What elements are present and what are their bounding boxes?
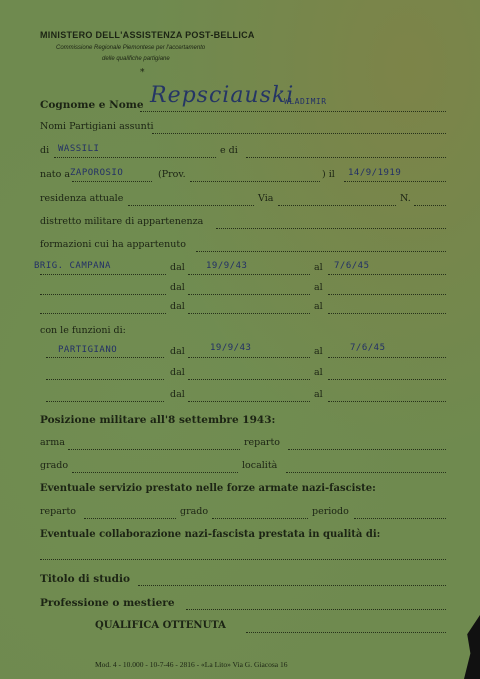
arma-label: arma xyxy=(40,437,65,448)
nome-typed: WLADIMIR xyxy=(284,97,327,106)
distretto-label: distretto militare di appartenenza xyxy=(40,216,204,227)
formazione-name-line xyxy=(40,313,166,314)
qualifica-ottenuta-line xyxy=(246,632,446,633)
n-label: N. xyxy=(400,193,411,204)
funzioni-label: con le funzioni di: xyxy=(40,325,126,336)
collaborazione-line xyxy=(40,559,446,560)
funzione-al-label: al xyxy=(314,346,323,357)
grado-line xyxy=(72,472,238,473)
via-line xyxy=(278,205,396,206)
il-value: 14/9/1919 xyxy=(348,168,402,178)
cognome-line xyxy=(140,111,446,112)
titolo-studio-label: Titolo di studio xyxy=(40,573,131,585)
funzione-al-label: al xyxy=(314,367,323,378)
formazione-dal: 19/9/43 xyxy=(206,261,248,271)
prov-label: (Prov. xyxy=(158,169,186,180)
reparto-line xyxy=(288,449,446,450)
di-line xyxy=(54,157,216,158)
nato-line xyxy=(72,181,152,182)
star-mark: * xyxy=(140,68,145,78)
formazione-al-label: al xyxy=(314,282,323,293)
servizio-periodo-label: periodo xyxy=(312,506,349,517)
residenza-line xyxy=(128,205,254,206)
nato-label: nato a xyxy=(40,169,71,180)
formazione-dal-line xyxy=(188,294,310,295)
reparto-label: reparto xyxy=(244,437,280,448)
formazioni-line xyxy=(196,251,446,252)
funzione-name-line xyxy=(46,379,164,380)
prov-line xyxy=(190,181,320,182)
n-line xyxy=(414,205,446,206)
formazione-name-line xyxy=(40,294,166,295)
formazioni-label: formazioni cui ha appartenuto xyxy=(40,239,186,250)
cognome-handwritten: Repsciauski xyxy=(150,83,295,108)
funzione-dal-line xyxy=(188,401,310,402)
formazione-al-line xyxy=(328,313,446,314)
formazione-name: BRIG. CAMPANA xyxy=(34,261,111,271)
qualifica-line: delle qualifiche partigiane xyxy=(102,56,170,62)
servizio-periodo-line xyxy=(354,518,446,519)
localita-line xyxy=(286,472,446,473)
formazione-al: 7/6/45 xyxy=(334,261,370,271)
localita-label: località xyxy=(242,460,278,471)
formazione-dal-line xyxy=(188,274,310,275)
di-label: di xyxy=(40,145,50,156)
formazione-al-line xyxy=(328,274,446,275)
formazione-al-label: al xyxy=(314,262,323,273)
servizio-grado-line xyxy=(212,518,308,519)
di-value: WASSILI xyxy=(58,144,100,154)
funzione-name-line xyxy=(46,401,164,402)
ministry-title: MINISTERO DELL'ASSISTENZA POST-BELLICA xyxy=(40,30,255,40)
nato-value: ZAPOROSIO xyxy=(70,168,124,178)
funzione-dal: 19/9/43 xyxy=(210,343,252,353)
funzione-name: PARTIGIANO xyxy=(58,345,118,355)
formazione-dal-label: dal xyxy=(170,262,185,273)
funzione-al-label: al xyxy=(314,389,323,400)
funzione-al: 7/6/45 xyxy=(350,343,386,353)
funzione-dal-line xyxy=(188,379,310,380)
torn-corner xyxy=(464,615,480,679)
servizio-reparto-label: reparto xyxy=(40,506,76,517)
il-line xyxy=(344,181,446,182)
formazione-dal-label: dal xyxy=(170,301,185,312)
collaborazione-title: Eventuale collaborazione nazi-fascista prestata in qualità di: xyxy=(40,529,381,540)
via-label: Via xyxy=(258,193,274,204)
nomi-partigiani-line xyxy=(152,133,446,134)
formazione-al-label: al xyxy=(314,301,323,312)
formazione-dal-label: dal xyxy=(170,282,185,293)
e-di-label: e di xyxy=(220,145,238,156)
cognome-label: Cognome e Nome xyxy=(40,99,144,111)
servizio-grado-label: grado xyxy=(180,506,209,517)
servizio-title: Eventuale servizio prestato nelle forze armate nazi-fasciste: xyxy=(40,483,376,494)
residenza-label: residenza attuale xyxy=(40,193,124,204)
funzione-al-line xyxy=(328,357,446,358)
formazione-dal-line xyxy=(188,313,310,314)
servizio-reparto-line xyxy=(84,518,176,519)
grado-label: grado xyxy=(40,460,69,471)
funzione-al-line xyxy=(328,379,446,380)
printer-footer: Mod. 4 - 10.000 - 10-7-46 - 2816 - «La Lito» Via G. Giacosa 16 xyxy=(95,660,288,669)
professione-label: Professione o mestiere xyxy=(40,597,175,609)
formazione-name-line xyxy=(40,274,166,275)
distretto-line xyxy=(216,228,446,229)
funzione-dal-line xyxy=(188,357,310,358)
funzione-dal-label: dal xyxy=(170,346,185,357)
e-di-line xyxy=(246,157,446,158)
funzione-al-line xyxy=(328,401,446,402)
commission-line: Commissione Regionale Piemontese per l'accertamento xyxy=(56,45,206,51)
il-label: ) il xyxy=(322,169,335,180)
funzione-dal-label: dal xyxy=(170,389,185,400)
posizione-title: Posizione militare all'8 settembre 1943: xyxy=(40,414,276,426)
arma-line xyxy=(68,449,240,450)
titolo-studio-line xyxy=(138,585,446,586)
funzione-name-line xyxy=(46,357,164,358)
professione-line xyxy=(186,609,446,610)
nomi-partigiani-label: Nomi Partigiani assunti xyxy=(40,121,154,132)
funzione-dal-label: dal xyxy=(170,367,185,378)
qualifica-ottenuta-label: QUALIFICA OTTENUTA xyxy=(95,620,226,631)
formazione-al-line xyxy=(328,294,446,295)
